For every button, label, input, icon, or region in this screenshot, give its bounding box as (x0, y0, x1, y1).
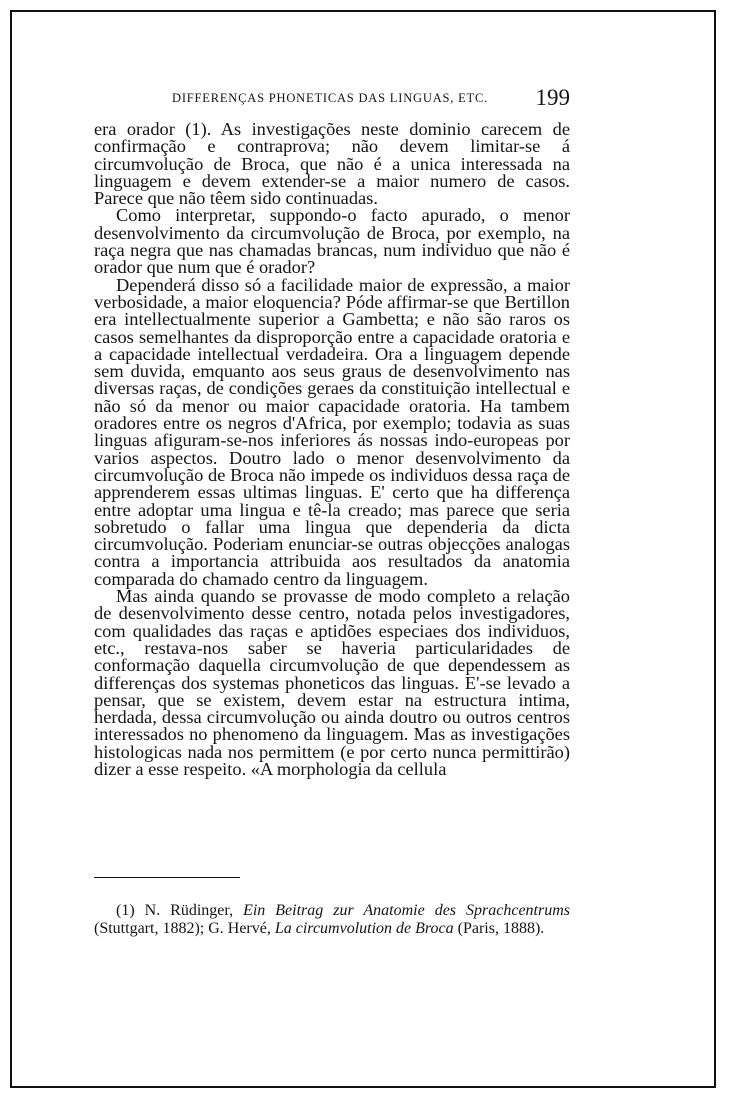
footnote (94, 902, 570, 938)
paragraph-3: Dependerá disso só a facilidade maior de expressão, a maior verbosidade, a maior eloquencia? Póde affirmar-se que Bertillon era intellectualmente superior a Gambetta; e não são raros os casos semelhantes da disproporção entre a capacidade oratoria e a capacidade intellectual verdadeira. Ora a linguagem depende sem duvida, emquanto aos seus graus de desenvolvimento nas diversas raças, de condições geraes da constituição intellectual e não só da menor ou maior capacidade oratoria. Ha tambem oradores entre os negros d'Africa, por exemplo; todavia as suas linguas afiguram-se-nos inferiores ás nossas indo-europeas por varios aspectos. Doutro lado o menor desenvolvimento da circumvolução de Broca não impede os individuos dessa raça de apprenderem essas ultimas linguas. E' certo que ha differença entre adoptar uma lingua e tê-la creado; mas parece que seria sobretudo o fallar uma lingua que dependeria da dicta circumvolução. Poderiam enunciar-se outras objecções analogas contra a importancia attribuida aos resultados da anatomia comparada do chamado centro da linguagem. (94, 274, 570, 589)
page-number: 199 (535, 85, 570, 110)
footnote-title-2: La circumvolution de Broca (274, 920, 454, 937)
footnote-author-1: N. Rüdinger, (144, 902, 234, 919)
running-title: DIFFERENÇAS PHONETICAS DAS LINGUAS, ETC. (172, 91, 489, 105)
paragraph-2: Como interpretar, suppondo-o facto apurado, o menor desenvolvimento da circumvolução de Broca, por exemplo, na raça negra que nas chamadas brancas, num individuo que não é orador que num que é orador? (94, 205, 570, 278)
footnote-title-1: Ein Beitrag zur Anatomie des Sprachcentrums (243, 902, 570, 919)
footnote-detail-2: (Paris, 1888). (457, 920, 545, 937)
footnote-author-2: G. Hervé, (208, 920, 271, 937)
footnote-detail-1: (Stuttgart, 1882); (94, 920, 205, 937)
paragraph-1: era orador (1). As investigações neste dominio carecem de confirmação e contraprova; não devem limitar-se á circumvolução de Broca, que não é a unica interessada na linguagem e devem extender-se a maior numero de casos. Parece que não têem sido continuadas. (94, 119, 570, 209)
footnote-marker: (1) (116, 902, 135, 919)
footnote-rule (94, 877, 240, 878)
body-text (94, 121, 570, 778)
running-head (94, 85, 570, 111)
paragraph-4: Mas ainda quando se provasse de modo completo a relação de desenvolvimento desse centro, notada pelos investigadores, com qualidades das raças e aptidões especiaes dos individuos, etc., restava-nos saber se haveria particularidades de conformação daquella circumvolução de que dependessem as differenças dos systemas phoneticos das linguas. E'-se levado a pensar, que se existem, devem estar na estructura intima, herdada, dessa circumvolução ou ainda doutro ou outros centros interessados no phenomeno da linguagem. Mas as investigações histologicas nada nos permittem (e por certo nunca permittirão) dizer a esse respeito. «A morphologia da cellula (94, 586, 570, 779)
